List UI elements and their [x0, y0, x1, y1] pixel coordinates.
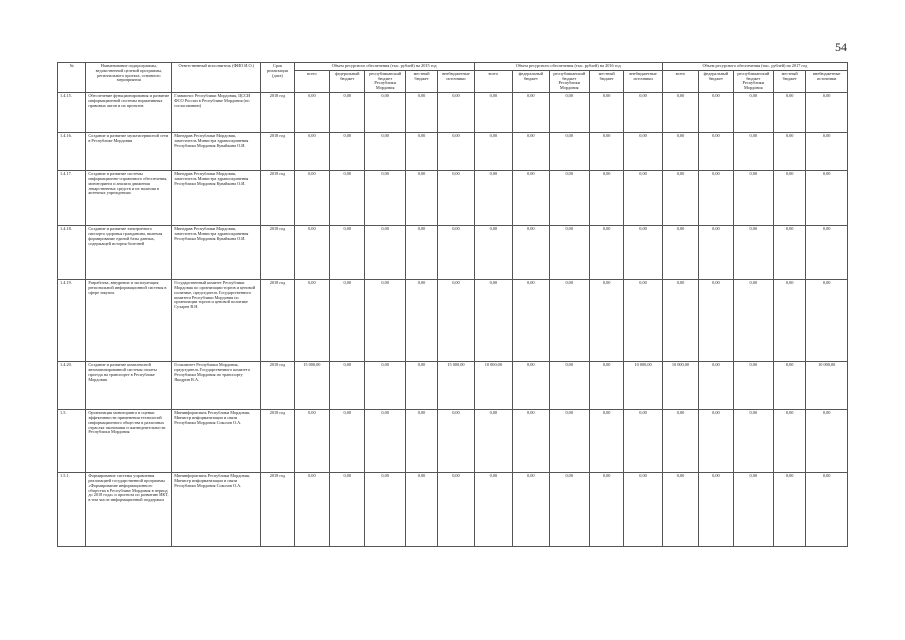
- row-term: 2018 год: [261, 93, 294, 133]
- row-value: 0,00: [438, 473, 474, 547]
- row-value: 0,00: [294, 473, 329, 547]
- row-name: Обеспечение функционирования и развитие информационной системы нормативных правовых актов и их проектов: [86, 93, 172, 133]
- table-row: [58, 280, 848, 362]
- header-name: Наименование подпрограммы, ведомственной целевой программы, регионального проекта, основного мероприятия: [86, 63, 172, 93]
- row-number: 1.5.: [58, 410, 86, 473]
- row-number: 1.4.20.: [58, 362, 86, 410]
- row-value: 0,00: [699, 226, 733, 280]
- subheader-cell: внебюджетные источники: [438, 70, 474, 92]
- row-value: 0,00: [549, 280, 589, 362]
- row-value: 0,00: [330, 171, 365, 226]
- row-value: 0,00: [438, 171, 474, 226]
- row-term: 2018 год: [261, 473, 294, 547]
- row-value: 0,00: [733, 133, 773, 171]
- row-value: 0,00: [662, 171, 698, 226]
- table-row: [58, 226, 848, 280]
- row-value: 0,00: [589, 410, 623, 473]
- row-value: 0,00: [774, 133, 806, 171]
- row-value: 0,00: [733, 171, 773, 226]
- row-value: 0,00: [474, 133, 512, 171]
- table-row: [58, 133, 848, 171]
- row-value: 0,00: [438, 280, 474, 362]
- row-value: 0,00: [474, 226, 512, 280]
- subheader-cell: республиканский бюджет Республики Мордовия: [365, 70, 405, 92]
- row-name: Организация мониторинга и оценки эффективности применения технологий информационного общества в различных отраслях экономики и жизнедеятельности Республики Мордовия: [86, 410, 172, 473]
- row-value: 0,00: [699, 473, 733, 547]
- row-value: 0,00: [699, 280, 733, 362]
- row-value: 0,00: [438, 93, 474, 133]
- subheader-cell: всего: [294, 70, 329, 92]
- row-value: 0,00: [513, 362, 549, 410]
- row-value: 0,00: [474, 171, 512, 226]
- row-value: 0,00: [774, 410, 806, 473]
- row-name: Создание и развитие комплексной автоматизированной системы оплаты проезда на транспорте в Республике Мордовия: [86, 362, 172, 410]
- row-value: 0,00: [589, 171, 623, 226]
- row-value: 0,00: [294, 280, 329, 362]
- row-value: 0,00: [330, 280, 365, 362]
- row-value: 0,00: [330, 133, 365, 171]
- row-number: 1.4.17.: [58, 171, 86, 226]
- subheader-cell: республиканский бюджет Республики Мордовия: [733, 70, 773, 92]
- row-value: 0,00: [699, 171, 733, 226]
- row-number: 1.4.16.: [58, 133, 86, 171]
- subheader-cell: республиканский бюджет Республики Мордовия: [549, 70, 589, 92]
- row-value: 0,00: [662, 410, 698, 473]
- header-no: №: [58, 63, 86, 93]
- row-value: 0,00: [405, 93, 437, 133]
- row-value: 0,00: [474, 93, 512, 133]
- row-value: 0,00: [589, 473, 623, 547]
- row-value: 0,00: [589, 280, 623, 362]
- table-row: [58, 410, 848, 473]
- row-value: 0,00: [699, 93, 733, 133]
- row-value: 0,00: [624, 473, 662, 547]
- row-value: 0,00: [662, 93, 698, 133]
- row-number: 1.4.18.: [58, 226, 86, 280]
- row-value: 0,00: [294, 410, 329, 473]
- row-value: 0,00: [549, 473, 589, 547]
- row-value: 0,00: [662, 280, 698, 362]
- table-row: [58, 473, 848, 547]
- row-value: 0,00: [589, 93, 623, 133]
- row-value: 0,00: [405, 362, 437, 410]
- row-value: 0,00: [405, 280, 437, 362]
- subheader-cell: местный бюджет: [774, 70, 806, 92]
- row-value: 0,00: [294, 226, 329, 280]
- row-value: 0,00: [806, 133, 848, 171]
- row-value: 0,00: [774, 362, 806, 410]
- row-value: 0,00: [365, 280, 405, 362]
- row-value: 0,00: [589, 133, 623, 171]
- row-value: 0,00: [405, 133, 437, 171]
- row-value: 0,00: [365, 226, 405, 280]
- subheader-cell: внебюджетные источники: [624, 70, 662, 92]
- row-value: 10 000,00: [806, 362, 848, 410]
- row-value: 0,00: [365, 410, 405, 473]
- row-value: 0,00: [405, 226, 437, 280]
- subheader-cell: федеральный бюджет: [513, 70, 549, 92]
- row-value: 0,00: [774, 280, 806, 362]
- row-term: 2018 год: [261, 171, 294, 226]
- row-value: 0,00: [405, 171, 437, 226]
- row-value: 0,00: [774, 226, 806, 280]
- table-row: [58, 171, 848, 226]
- row-executor: Минздрав Республики Мордовия, заместитель Министра здравоохранения Республики Мордовия Кувайкина О.И.: [172, 226, 261, 280]
- row-executor: Госкомитет Республики Мордовия, председатель Государственного комитета Республики Мордовия по транспорту Якодрин В.А.: [172, 362, 261, 410]
- row-value: 0,00: [513, 473, 549, 547]
- row-value: 0,00: [806, 410, 848, 473]
- subheader-cell: местный бюджет: [589, 70, 623, 92]
- row-value: 0,00: [624, 410, 662, 473]
- row-value: 0,00: [549, 410, 589, 473]
- row-value: 0,00: [294, 171, 329, 226]
- subheader-cell: всего: [662, 70, 698, 92]
- row-executor: Главмонос Республики Мордовия, ЦССИ ФСО России в Республике Мордовия (по согласованию): [172, 93, 261, 133]
- subheader-cell: местный бюджет: [405, 70, 437, 92]
- row-value: 0,00: [549, 133, 589, 171]
- row-name: Разработка, внедрение и эксплуатация региональной информационной системы в сфере закупок: [86, 280, 172, 362]
- header-group-2017: Объем ресурсного обеспечения (тыс. рублей) на 2017 год: [662, 63, 847, 71]
- row-executor: Минздрав Республики Мордовия, заместитель Министра здравоохранения Республики Мордовия Кувайкина О.И.: [172, 133, 261, 171]
- row-value: 0,00: [405, 473, 437, 547]
- row-value: 0,00: [513, 133, 549, 171]
- row-value: 0,00: [733, 473, 773, 547]
- row-value: 0,00: [513, 171, 549, 226]
- header-group-2016: Объем ресурсного обеспечения (тыс. рублей) на 2016 год: [474, 63, 662, 71]
- row-value: 0,00: [624, 280, 662, 362]
- row-value: 0,00: [549, 171, 589, 226]
- row-value: 0,00: [294, 93, 329, 133]
- row-value: 0,00: [365, 133, 405, 171]
- row-term: 2018 год: [261, 226, 294, 280]
- subheader-cell: всего: [474, 70, 512, 92]
- row-term: 2018 год: [261, 410, 294, 473]
- row-value: 0,00: [438, 133, 474, 171]
- row-value: 0,00: [806, 171, 848, 226]
- row-value: 0,00: [405, 410, 437, 473]
- row-value: 0,00: [733, 93, 773, 133]
- row-value: 0,00: [774, 171, 806, 226]
- row-value: 0,00: [330, 410, 365, 473]
- row-value: 0,00: [330, 473, 365, 547]
- row-value: 0,00: [733, 226, 773, 280]
- row-value: 0,00: [330, 93, 365, 133]
- header-executor: Ответственный исполнитель (ФИО И.О.): [172, 63, 261, 93]
- row-value: 10 000,00: [624, 362, 662, 410]
- row-value: 10 000,00: [474, 362, 512, 410]
- row-value: 0,00: [662, 226, 698, 280]
- header-row: [58, 63, 848, 71]
- row-value: 0,00: [549, 93, 589, 133]
- row-value: 0,00: [774, 473, 806, 547]
- row-term: 2018 год: [261, 362, 294, 410]
- row-value: 0,00: [662, 473, 698, 547]
- row-value: 0,00: [438, 226, 474, 280]
- row-value: 0,00: [589, 362, 623, 410]
- row-value: 0,00: [733, 410, 773, 473]
- row-value: 0,00: [699, 362, 733, 410]
- table-row: [58, 362, 848, 410]
- row-name: Формирование системы управления реализацией государственной программы «Формирование информационного общества в Республике Мордовия в период до 2018 года» и прогноза по развитию ИКТ, в том числе информационной поддержки: [86, 473, 172, 547]
- row-value: 0,00: [624, 226, 662, 280]
- row-value: 0,00: [774, 93, 806, 133]
- row-name: Создание и развитие электронного паспорта здоровья гражданина, включая формирование единой базы данных, содержащей история болезней: [86, 226, 172, 280]
- row-value: 0,00: [624, 133, 662, 171]
- row-value: 0,00: [513, 226, 549, 280]
- row-value: 0,00: [624, 93, 662, 133]
- subheader-cell: внебюджетные источники: [806, 70, 848, 92]
- row-value: 0,00: [365, 362, 405, 410]
- row-value: 0,00: [662, 133, 698, 171]
- row-value: 0,00: [330, 362, 365, 410]
- page-number: 54: [835, 40, 847, 54]
- row-executor: Мининформсвязь Республики Мордовия, Министр информатизации и связи Республики Мордовия Соколов О.А.: [172, 410, 261, 473]
- row-value: 0,00: [365, 171, 405, 226]
- row-value: 0,00: [806, 226, 848, 280]
- row-value: 0,00: [513, 93, 549, 133]
- row-executor: Минздрав Республики Мордовия, заместитель Министра здравоохранения Республики Мордовия Кувайкина О.И.: [172, 171, 261, 226]
- row-value: 0,00: [365, 93, 405, 133]
- row-name: Создание и развитие мультисервисной сети в Республике Мордовия: [86, 133, 172, 171]
- row-term: 2018 год: [261, 133, 294, 171]
- row-value: 0,00: [474, 280, 512, 362]
- row-value: 15 000,00: [438, 362, 474, 410]
- row-value: 0,00: [699, 410, 733, 473]
- subheader-cell: федеральный бюджет: [330, 70, 365, 92]
- table-row: [58, 93, 848, 133]
- row-value: 0,00: [365, 473, 405, 547]
- budget-table: [57, 62, 848, 547]
- row-value: 0,00: [589, 226, 623, 280]
- row-value: 0,00: [549, 362, 589, 410]
- row-value: 0,00: [513, 280, 549, 362]
- header-term: Срок реализации (дата): [261, 63, 294, 93]
- row-name: Создание и развитие системы информационно-справочного обеспечения, мониторинга и анализа движения лекарственных средств и их наличия в аптечных учреждениях: [86, 171, 172, 226]
- row-number: 1.4.19.: [58, 280, 86, 362]
- row-value: 0,00: [733, 280, 773, 362]
- row-value: 0,00: [549, 226, 589, 280]
- row-value: 0,00: [806, 280, 848, 362]
- row-value: 0,00: [624, 171, 662, 226]
- header-group-2015: Объем ресурсного обеспечения (тыс. рублей) на 2015 год: [294, 63, 474, 71]
- row-number: 1.5.1.: [58, 473, 86, 547]
- row-value: 0,00: [294, 133, 329, 171]
- row-value: 0,00: [330, 226, 365, 280]
- row-value: 0,00: [699, 133, 733, 171]
- row-value: 15 000,00: [294, 362, 329, 410]
- subheader-cell: федеральный бюджет: [699, 70, 733, 92]
- row-value: 0,00: [806, 93, 848, 133]
- row-number: 1.4.15.: [58, 93, 86, 133]
- row-value: 0,00: [438, 410, 474, 473]
- row-value: 10 000,00: [662, 362, 698, 410]
- row-value: 0,00: [474, 473, 512, 547]
- row-executor: Мининформсвязь Республики Мордовия, Министр информатизации и связи Республики Мордовия Соколов О.А.: [172, 473, 261, 547]
- row-value: 0,00: [513, 410, 549, 473]
- row-value: 0,00: [733, 362, 773, 410]
- row-executor: Государственный комитет Республики Мордовия по организации торгов и ценовой политике, председатель Государственного комитета Республики Мордовия по организации торгов и ценовой политике Сухарев В.Н.: [172, 280, 261, 362]
- row-value: 0,00: [474, 410, 512, 473]
- row-term: 2018 год: [261, 280, 294, 362]
- row-value: 0,00: [806, 473, 848, 547]
